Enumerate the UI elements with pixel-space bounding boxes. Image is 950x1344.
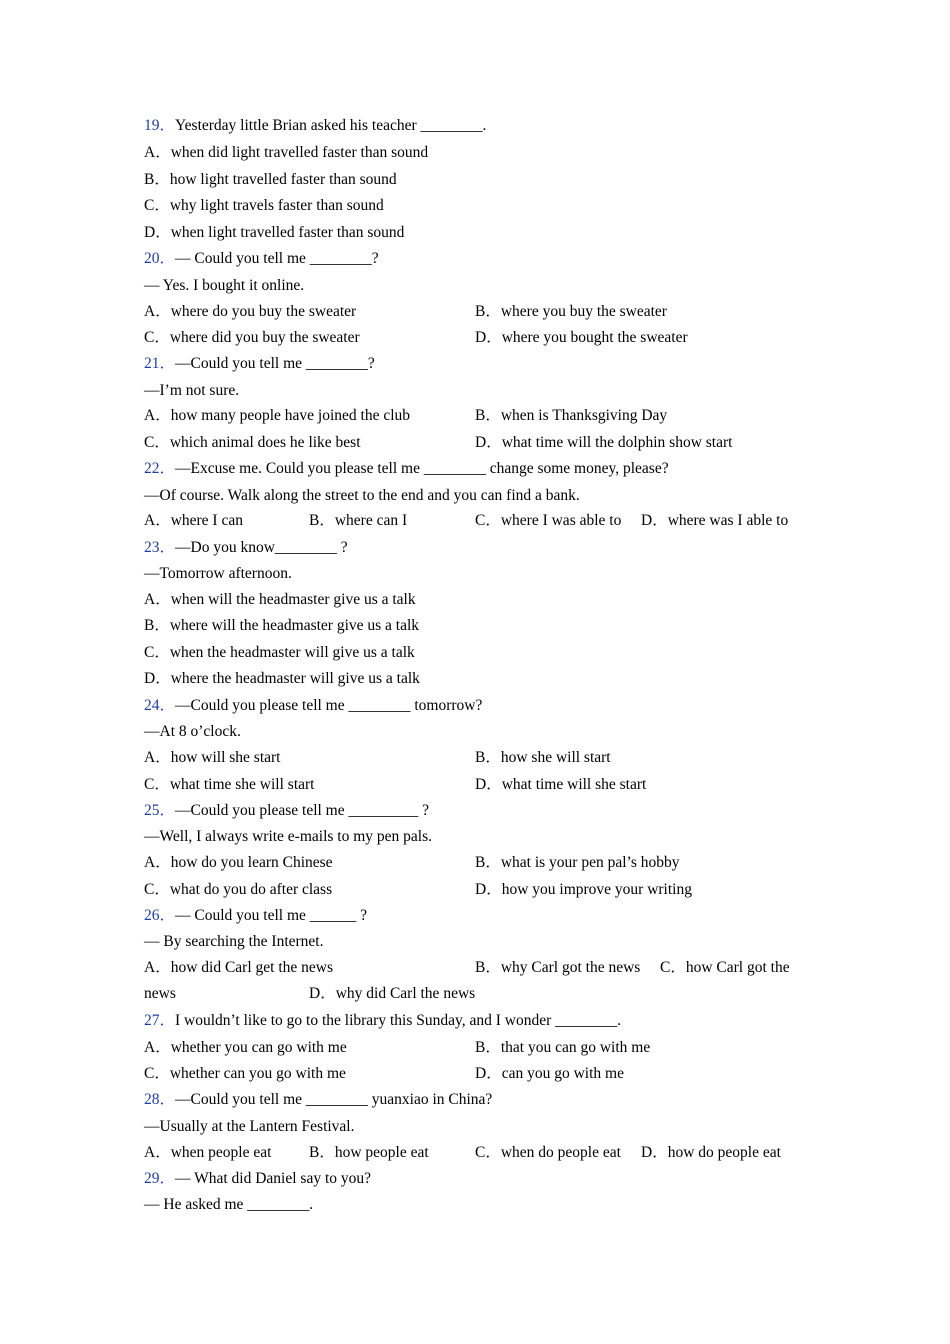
- question-reply: — Yes. I bought it online.: [144, 277, 305, 294]
- option: D．where was I able to: [641, 512, 789, 529]
- option: A．where do you buy the sweater: [144, 303, 357, 320]
- question-21-stem: [144, 354, 375, 374]
- option: D．how you improve your writing: [475, 881, 692, 898]
- option: B．when is Thanksgiving Day: [475, 407, 668, 424]
- question-text: — What did Daniel say to you?: [175, 1170, 372, 1187]
- question-text: — Could you tell me ________?: [175, 250, 379, 267]
- question-number: 26．: [144, 907, 176, 924]
- option: C．where I was able to: [475, 512, 622, 529]
- question-number: 29．: [144, 1170, 176, 1187]
- question-reply: —Usually at the Lantern Festival.: [144, 1118, 355, 1135]
- question-text: —Could you tell me ________?: [175, 355, 375, 372]
- option: B．what is your pen pal’s hobby: [475, 854, 680, 871]
- option: B．how people eat: [309, 1144, 429, 1161]
- option: A．when did light travelled faster than sound: [144, 144, 429, 161]
- option: A．when will the headmaster give us a talk: [144, 591, 416, 608]
- question-number: 24．: [144, 697, 176, 714]
- question-reply: —Tomorrow afternoon.: [144, 565, 292, 582]
- option: C．why light travels faster than sound: [144, 197, 384, 214]
- option: A．whether you can go with me: [144, 1039, 347, 1056]
- question-number: 21．: [144, 355, 176, 372]
- option: A．how many people have joined the club: [144, 407, 411, 424]
- question-22-stem: [144, 459, 669, 479]
- option-wrap: news: [144, 985, 176, 1002]
- question-20-stem: [144, 249, 379, 269]
- question-reply: —I’m not sure.: [144, 382, 240, 399]
- question-text: Yesterday little Brian asked his teacher ________.: [175, 117, 487, 134]
- option: D．where the headmaster will give us a talk: [144, 670, 420, 687]
- option: B．how light travelled faster than sound: [144, 171, 397, 188]
- option: C．whether can you go with me: [144, 1065, 346, 1082]
- question-text: I wouldn’t like to go to the library this Sunday, and I wonder ________.: [175, 1012, 622, 1029]
- option: B．why Carl got the news: [475, 959, 641, 976]
- option: B．where you buy the sweater: [475, 303, 667, 320]
- question-text: —Do you know________ ?: [175, 539, 348, 556]
- option: A．how do you learn Chinese: [144, 854, 333, 871]
- option: D．where you bought the sweater: [475, 329, 688, 346]
- question-reply: —Well, I always write e-mails to my pen pals.: [144, 828, 433, 845]
- option: D．what time will she start: [475, 776, 647, 793]
- option: A．how will she start: [144, 749, 281, 766]
- question-25-stem: [144, 801, 429, 821]
- option: C．where did you buy the sweater: [144, 329, 360, 346]
- option: D．can you go with me: [475, 1065, 624, 1082]
- question-19-stem: [144, 116, 486, 136]
- question-text: —Could you please tell me _________ ?: [175, 802, 430, 819]
- option: B．how she will start: [475, 749, 611, 766]
- question-28-stem: [144, 1090, 492, 1110]
- option: D．when light travelled faster than sound: [144, 224, 405, 241]
- question-23-stem: [144, 538, 348, 558]
- option: C．what time she will start: [144, 776, 315, 793]
- option: B．where will the headmaster give us a talk: [144, 617, 420, 634]
- question-reply: —Of course. Walk along the street to the end and you can find a bank.: [144, 487, 580, 504]
- option: D．what time will the dolphin show start: [475, 434, 733, 451]
- option: C．how Carl got the: [660, 959, 790, 976]
- option: B．that you can go with me: [475, 1039, 651, 1056]
- option: A．when people eat: [144, 1144, 272, 1161]
- question-text: — Could you tell me ______ ?: [175, 907, 368, 924]
- question-number: 28．: [144, 1091, 176, 1108]
- question-number: 25．: [144, 802, 176, 819]
- question-reply: —At 8 o’clock.: [144, 723, 241, 740]
- question-number: 20．: [144, 250, 176, 267]
- option: A．how did Carl get the news: [144, 959, 333, 976]
- option: C．when the headmaster will give us a talk: [144, 644, 415, 661]
- question-number: 23．: [144, 539, 176, 556]
- question-number: 19．: [144, 117, 176, 134]
- option: C．when do people eat: [475, 1144, 621, 1161]
- question-27-stem: [144, 1011, 621, 1031]
- option: D．why did Carl the news: [309, 985, 476, 1002]
- option: A．where I can: [144, 512, 243, 529]
- question-number: 22．: [144, 460, 176, 477]
- question-reply: — He asked me ________.: [144, 1196, 314, 1213]
- option: D．how do people eat: [641, 1144, 781, 1161]
- option: B．where can I: [309, 512, 408, 529]
- question-text: —Could you tell me ________ yuanxiao in China?: [175, 1091, 493, 1108]
- question-reply: — By searching the Internet.: [144, 933, 324, 950]
- option: C．which animal does he like best: [144, 434, 361, 451]
- question-text: —Excuse me. Could you please tell me ________ change some money, please?: [175, 460, 669, 477]
- question-26-stem: [144, 906, 367, 926]
- option: C．what do you do after class: [144, 881, 333, 898]
- question-29-stem: [144, 1169, 371, 1189]
- question-number: 27．: [144, 1012, 176, 1029]
- question-text: —Could you please tell me ________ tomorrow?: [175, 697, 483, 714]
- question-24-stem: [144, 696, 482, 716]
